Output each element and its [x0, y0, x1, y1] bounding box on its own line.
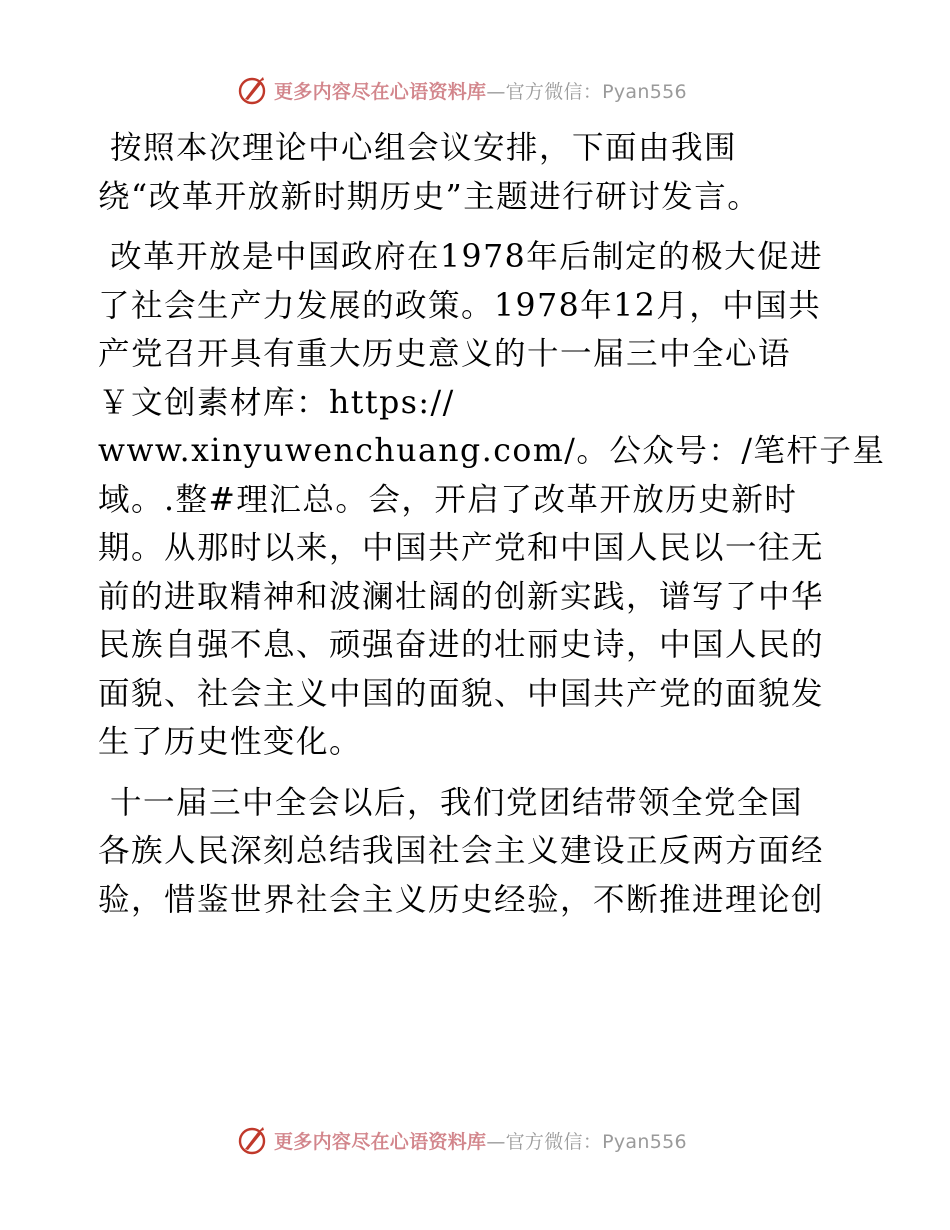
- quill-circle-icon: [236, 1124, 268, 1156]
- paragraph-2: [98, 233, 886, 767]
- text-line: 验，惜鉴世界社会主义历史经验，不断推进理论创: [98, 881, 825, 918]
- text-line: ￥文创素材库：https://: [98, 384, 455, 421]
- text-line: 改革开放是中国政府在1978年后制定的极大促进: [110, 239, 824, 275]
- quill-circle-icon: [236, 74, 268, 106]
- header-banner-tail: —官方微信：Pyan556: [486, 80, 687, 103]
- header-banner-main: 更多内容尽在心语资料库: [274, 80, 487, 103]
- paragraph-3: [98, 779, 868, 925]
- footer-banner-tail: —官方微信：Pyan556: [486, 1130, 687, 1153]
- text-line: 按照本次理论中心组会议安排，下面由我围: [110, 130, 738, 166]
- footer-banner-main: 更多内容尽在心语资料库: [274, 1130, 487, 1153]
- text-line: 十一届三中全会以后，我们党团结带领全党全国: [110, 784, 804, 821]
- paragraph-1: [98, 124, 868, 221]
- document-body: [98, 124, 886, 936]
- footer-banner-text: [274, 1127, 687, 1154]
- text-line: 绕“改革开放新时期历史”主题进行研讨发言。: [98, 178, 761, 215]
- text-line: 民族自强不息、顽强奋进的壮丽史诗，中国人民的: [98, 627, 825, 663]
- text-line: 产党召开具有重大历史意义的十一届三中全心语: [98, 336, 792, 372]
- text-line: 生了历史性变化。: [98, 724, 363, 760]
- text-line: 了社会生产力发展的政策。1978年12月，中国共: [98, 287, 822, 324]
- header-banner-text: [274, 77, 687, 104]
- text-line: 面貌、社会主义中国的面貌、中国共产党的面貌发: [98, 675, 825, 712]
- text-line: www.xinyuwenchuang.com/。公众号：/笔杆子星: [98, 433, 886, 469]
- text-line: 域。.整#理汇总。会，开启了改革开放历史新时: [98, 481, 798, 518]
- footer-banner: [236, 1124, 687, 1156]
- text-line: 前的进取精神和波澜壮阔的创新实践，谱写了中华: [98, 578, 825, 615]
- text-line: 期。从那时以来，中国共产党和中国人民以一往无: [98, 530, 825, 566]
- header-banner: [236, 74, 687, 106]
- text-line: 各族人民深刻总结我国社会主义建设正反两方面经: [98, 833, 825, 869]
